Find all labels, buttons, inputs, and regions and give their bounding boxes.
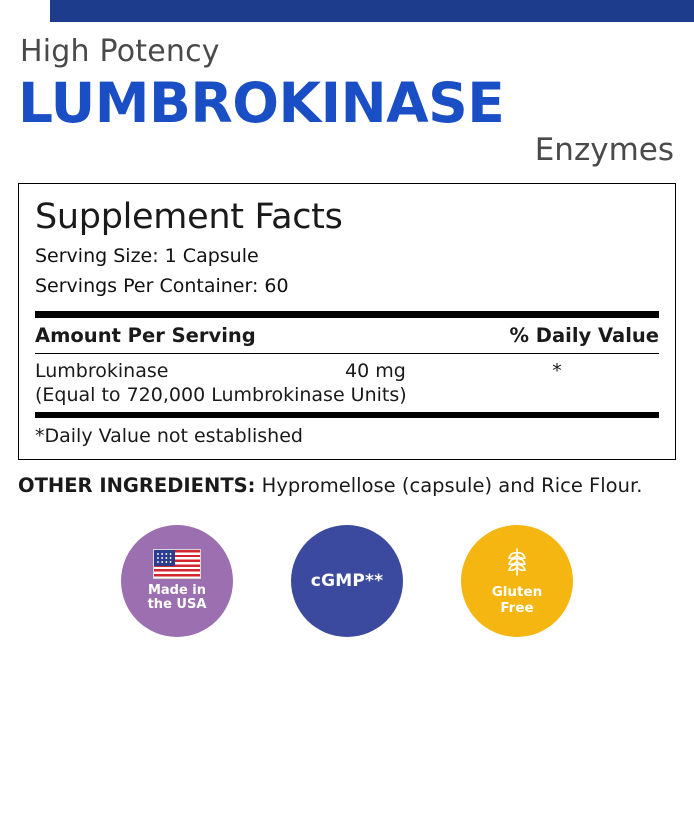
other-ingredients: [18, 473, 676, 498]
badge-cgmp-label: cGMP**: [310, 570, 384, 591]
product-subtitle: Enzymes: [534, 131, 674, 168]
ingredient-sub-note: (Equal to 720,000 Lumbrokinase Units): [35, 384, 407, 407]
servings-per-container: Servings Per Container: 60: [35, 274, 289, 297]
table-header-row: [35, 318, 659, 353]
badge-gluten-free: [461, 525, 573, 637]
supplement-facts-panel: [18, 183, 676, 460]
other-ingredients-text: Hypromellose (capsule) and Rice Flour.: [255, 474, 643, 498]
certification-badges: [10, 525, 684, 637]
badge-usa-line2: the USA: [147, 597, 207, 613]
supplement-facts-title: Supplement Facts: [35, 196, 343, 237]
top-accent-bar: [50, 0, 694, 22]
ingredient-amount: 40 mg: [345, 360, 406, 383]
badge-cgmp: [291, 525, 403, 637]
page-title: LUMBROKINASE: [18, 70, 505, 135]
daily-value-header: % Daily Value: [509, 324, 659, 348]
badge-usa-line1: Made in: [147, 582, 207, 598]
serving-size: Serving Size: 1 Capsule: [35, 245, 259, 268]
ingredient-daily-value: *: [552, 360, 562, 383]
daily-value-footnote: *Daily Value not established: [35, 425, 303, 448]
divider-thick-top: [35, 311, 659, 318]
table-row: [35, 354, 659, 382]
ingredient-name: Lumbrokinase: [35, 360, 169, 383]
badge-made-in-usa: [121, 525, 233, 637]
eyebrow-text: High Potency: [20, 34, 220, 69]
amount-per-serving-header: Amount Per Serving: [35, 324, 256, 348]
us-flag-icon: [153, 549, 201, 579]
badge-gf-line1: Gluten: [491, 584, 543, 601]
badge-gf-line2: Free: [500, 599, 534, 616]
other-ingredients-label: OTHER INGREDIENTS:: [18, 474, 256, 498]
product-header: [10, 0, 684, 167]
wheat-icon: [504, 545, 530, 581]
